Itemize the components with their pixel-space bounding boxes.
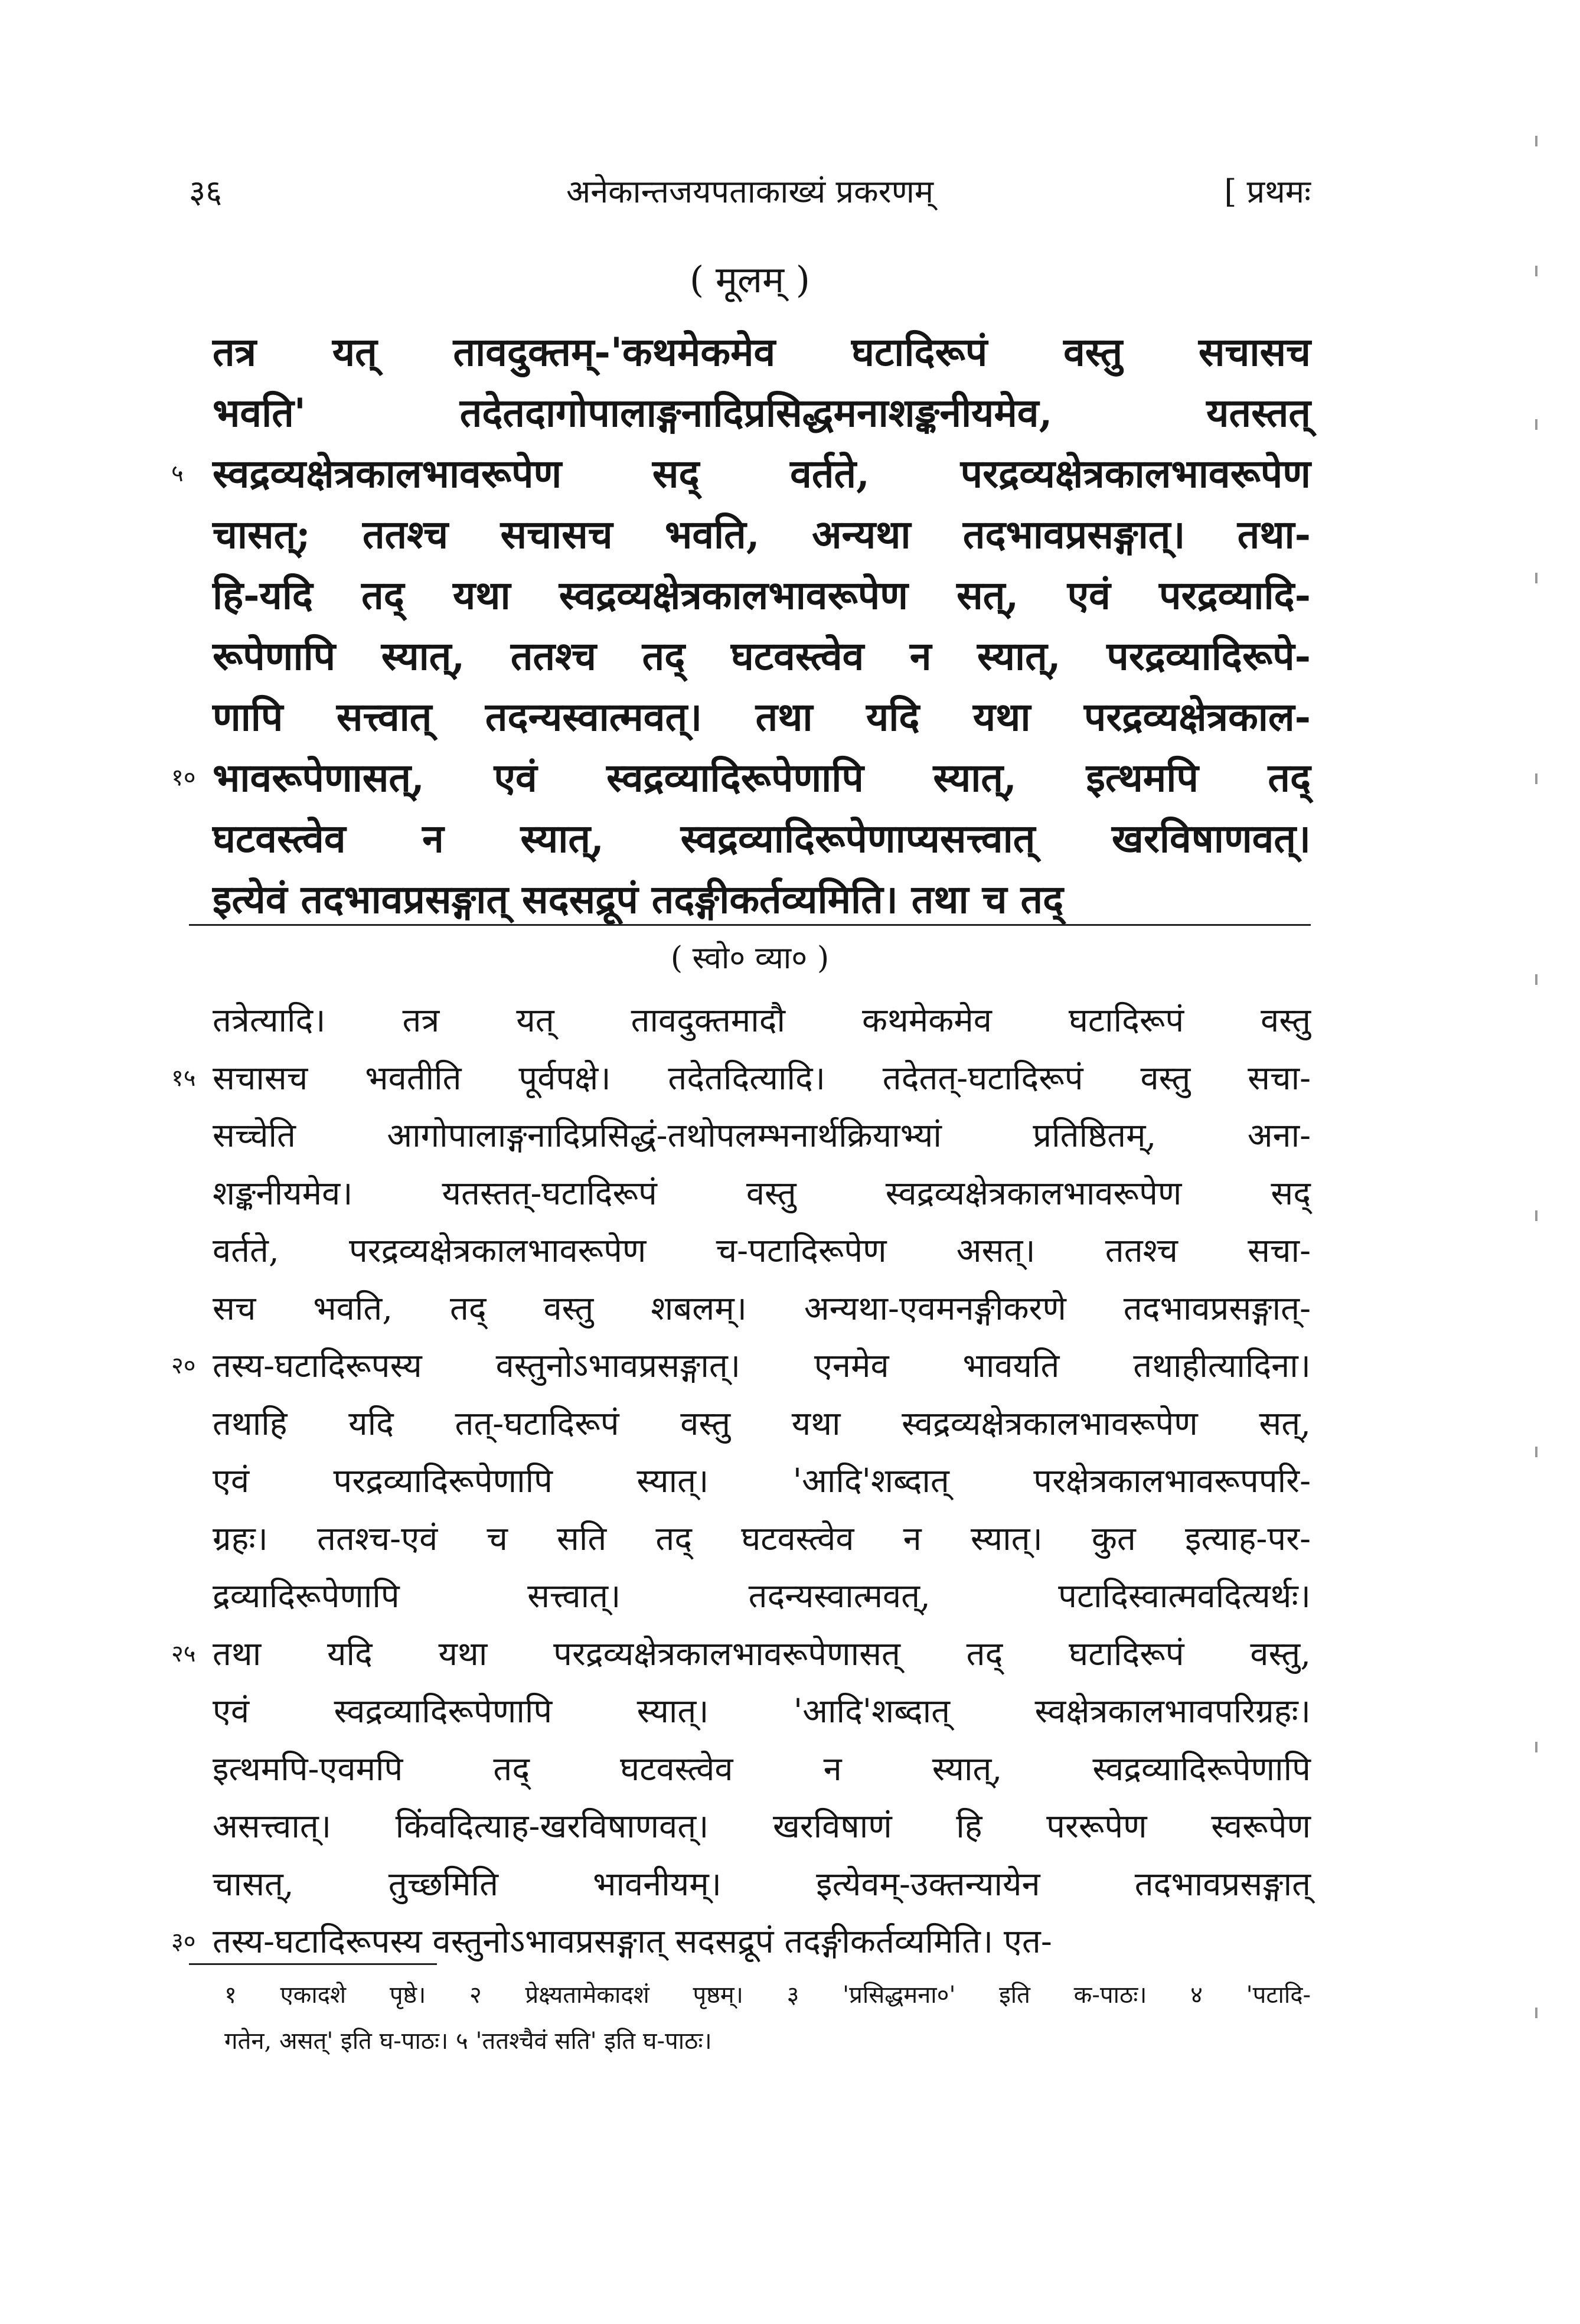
scan-mark [1535, 1447, 1537, 1457]
line-text: इत्थमपि-एवमपि तद् घटवस्त्वेव न स्यात्, स्वद्रव्यादिरूपेणापि [213, 1749, 1311, 1788]
margin-scan-marks [1523, 89, 1565, 2214]
line-text: णापि सत्त्वात् तदन्यस्वात्मवत्। तथा यदि यथा परद्रव्यक्षेत्रकाल- [213, 694, 1311, 740]
scan-mark [1535, 573, 1537, 583]
text-line [213, 565, 1311, 626]
section-divider [189, 924, 1311, 926]
text-line [213, 687, 1311, 748]
footnotes [224, 1972, 1311, 2064]
text-line [213, 1452, 1311, 1510]
line-text: घटवस्त्वेव न स्यात्, स्वद्रव्यादिरूपेणाप्यसत्त्वात् खरविषाणवत्। [213, 815, 1311, 861]
line-number: ३० [171, 1928, 196, 1955]
text-line [213, 1856, 1311, 1914]
text-line [213, 1107, 1311, 1165]
mula-text [171, 322, 1311, 930]
scan-mark [1535, 1210, 1537, 1221]
text-line [171, 1050, 1311, 1108]
line-text: तस्य-घटादिरूपस्य वस्तुनोऽभावप्रसङ्गात्। एनमेव भावयति तथाहीत्यादिना। [213, 1347, 1311, 1385]
text-line [213, 1222, 1311, 1280]
text-line [213, 1395, 1311, 1453]
text-line [213, 504, 1311, 565]
text-line [213, 322, 1311, 383]
text-line [171, 1626, 1311, 1683]
line-text: ग्रहः। ततश्च-एवं च सति तद् घटवस्त्वेव न स्यात्। कुत इत्याह-पर- [213, 1519, 1311, 1558]
line-text: सच भवति, तद् वस्तु शबलम्। अन्यथा-एवमनङ्गीकरणे तदभावप्रसङ्गात्- [213, 1289, 1311, 1328]
footnote-rule [189, 1963, 437, 1965]
line-text: एवं परद्रव्यादिरूपेणापि स्यात्। 'आदि'शब्दात् परक्षेत्रकालभावरूपपरि- [213, 1462, 1311, 1500]
line-text: हि-यदि तद् यथा स्वद्रव्यक्षेत्रकालभावरूपेण सत्, एवं परद्रव्यादि- [213, 572, 1311, 618]
line-number: २५ [171, 1640, 196, 1667]
line-number: १० [171, 764, 196, 791]
line-number: १५ [171, 1064, 196, 1092]
scan-mark [1535, 419, 1537, 430]
text-line [213, 1280, 1311, 1338]
section-label: [ प्रथमः [1224, 173, 1311, 210]
line-text: सच्चेति आगोपालाङ्गनादिप्रसिद्धं-तथोपलम्भनार्थक्रियाभ्यां प्रतिष्ठितम्, अना- [213, 1117, 1311, 1155]
vyakhya-text [171, 992, 1311, 1971]
line-text: सचासच भवतीति पूर्वपक्षे। तदेतदित्यादि। तदेतत्-घटादिरूपं वस्तु सचा- [213, 1059, 1311, 1098]
line-text: एवं स्वद्रव्यादिरूपेणापि स्यात्। 'आदि'शब्दात् स्वक्षेत्रकालभावपरिग्रहः। [213, 1692, 1311, 1731]
line-text: वर्तते, परद्रव्यक्षेत्रकालभावरूपेण च-पटादिरूपेण असत्। ततश्च सचा- [213, 1232, 1311, 1270]
text-line [213, 992, 1311, 1050]
text-line [213, 808, 1311, 869]
line-number: ५ [171, 460, 184, 487]
text-line [213, 1510, 1311, 1568]
text-line [213, 1165, 1311, 1223]
scan-mark [1535, 773, 1537, 784]
line-text: शङ्कनीयमेव। यतस्तत्-घटादिरूपं वस्तु स्वद्रव्यक्षेत्रकालभावरूपेण सद् [213, 1174, 1311, 1213]
line-text: भवति' तदेतदागोपालाङ्गनादिप्रसिद्धमनाशङ्कनीयमेव, यतस्तत् [213, 390, 1311, 436]
line-text: चासत्, तुच्छमिति भावनीयम्। इत्येवम्-उक्तन्यायेन तदभावप्रसङ्गात् [213, 1865, 1311, 1904]
footnote-line: गतेन, असत्' इति घ-पाठः। ५ 'ततश्चैवं सति' इति घ-पाठः। [224, 2028, 712, 2055]
text-line [213, 1798, 1311, 1856]
text-line [213, 626, 1311, 687]
text-line [213, 1683, 1311, 1741]
text-line [213, 383, 1311, 443]
text-line [213, 1741, 1311, 1799]
line-text: तस्य-घटादिरूपस्य वस्तुनोऽभावप्रसङ्गात् सदसद्रूपं तदङ्गीकर्तव्यमिति। एत- [213, 1922, 1052, 1961]
text-line [171, 1913, 1311, 1971]
scan-mark [1535, 266, 1537, 276]
line-text: इत्येवं तदभावप्रसङ्गात् सदसद्रूपं तदङ्गीकर्तव्यमिति। तथा च तद् [213, 876, 1064, 922]
line-number: २० [171, 1352, 196, 1379]
line-text: तत्रेत्यादि। तत्र यत् तावदुक्तमादौ कथमेकमेव घटादिरूपं वस्तु [213, 1001, 1311, 1040]
line-text: रूपेणापि स्यात्, ततश्च तद् घटवस्त्वेव न स्यात्, परद्रव्यादिरूपे- [213, 633, 1311, 679]
vyakhya-heading: ( स्वो० व्या० ) [670, 941, 830, 976]
text-line [171, 443, 1311, 504]
line-text: तत्र यत् तावदुक्तम्-'कथमेकमेव घटादिरूपं वस्तु सचासच [213, 329, 1311, 375]
line-text: चासत्; ततश्च सचासच भवति, अन्यथा तदभावप्रसङ्गात्। तथा- [213, 511, 1311, 557]
text-line [213, 1568, 1311, 1626]
mula-heading: ( मूलम् ) [690, 258, 810, 301]
running-header [189, 168, 1311, 216]
line-text: भावरूपेणासत्, एवं स्वद्रव्यादिरूपेणापि स्यात्, इत्थमपि तद् [213, 755, 1311, 801]
text-line [171, 748, 1311, 808]
line-text: द्रव्यादिरूपेणापि सत्त्वात्। तदन्यस्वात्मवत्, पटादिस्वात्मवदित्यर्थः। [213, 1577, 1311, 1615]
text-line [213, 869, 1311, 930]
scan-mark [1535, 2008, 1537, 2018]
line-text: तथाहि यदि तत्-घटादिरूपं वस्तु यथा स्वद्रव्यक्षेत्रकालभावरूपेण सत्, [213, 1404, 1311, 1443]
scan-mark [1535, 136, 1537, 146]
scan-mark [1535, 1742, 1537, 1752]
line-text: तथा यदि यथा परद्रव्यक्षेत्रकालभावरूपेणासत् तद् घटादिरूपं वस्तु, [213, 1634, 1311, 1673]
line-text: असत्त्वात्। किंवदित्याह-खरविषाणवत्। खरविषाणं हि पररूपेण स्वरूपेण [213, 1807, 1311, 1846]
running-title: अनेकान्तजयपताकाख्यं प्रकरणम् [566, 173, 934, 210]
line-text: स्वद्रव्यक्षेत्रकालभावरूपेण सद् वर्तते, परद्रव्यक्षेत्रकालभावरूपेण [213, 451, 1311, 497]
text-line [171, 1337, 1311, 1395]
scan-mark [1535, 974, 1537, 985]
page-number: ३६ [189, 173, 223, 210]
footnote-line: १ एकादशे पृष्ठे। २ प्रेक्ष्यतामेकादशं पृष्ठम्। ३ 'प्रसिद्धमना०' इति क-पाठः। ४ 'पटादि- [224, 1982, 1311, 2009]
